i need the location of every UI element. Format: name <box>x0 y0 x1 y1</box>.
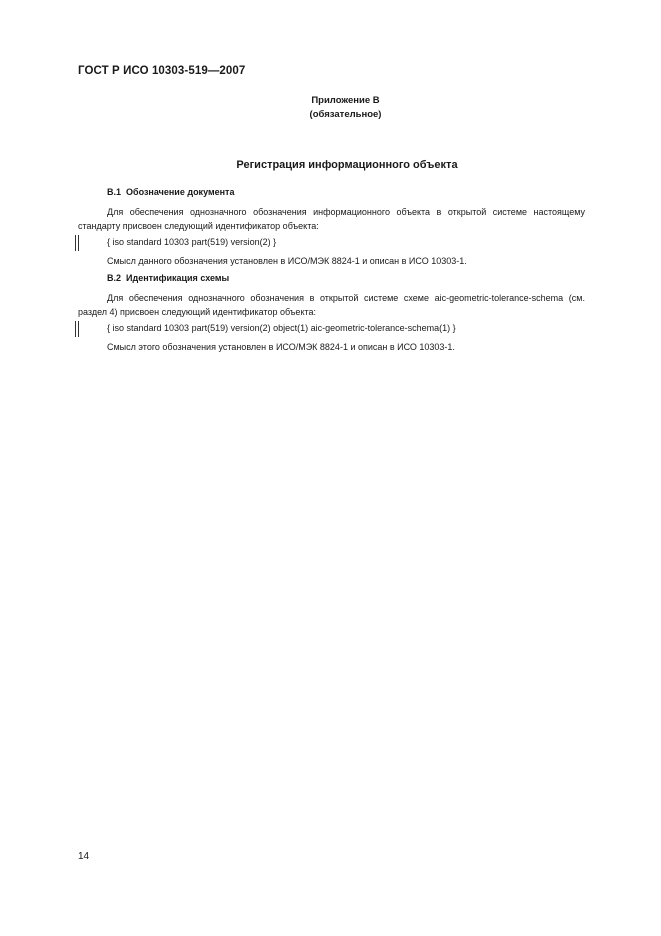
change-bar <box>75 321 76 337</box>
object-identifier-b1: { iso standard 10303 part(519) version(2) } <box>107 237 277 247</box>
subsection-number: В.2 <box>107 273 122 283</box>
note-b2: Смысл этого обозначения установлен в ИСО/МЭК 8824-1 и описан в ИСО 10303-1. <box>107 342 455 352</box>
paragraph-b2: Для обеспечения однозначного обозначения в открытой системе схеме aic-geometric-tolerance-schema (см. раздел 4) присвоен следующий идентификатор объекта: <box>78 293 585 317</box>
subsection-heading-b2 <box>107 273 229 283</box>
page-number: 14 <box>78 851 90 862</box>
appendix-title: Приложение В <box>311 95 380 106</box>
object-identifier-b2: { iso standard 10303 part(519) version(2) object(1) aic-geometric-tolerance-schema(1) } <box>107 323 456 333</box>
subsection-heading-text: Обозначение документа <box>126 187 235 197</box>
document-header: ГОСТ Р ИСО 10303-519—2007 <box>78 65 246 77</box>
subsection-heading-b1 <box>107 187 234 197</box>
change-bar <box>78 321 79 337</box>
subsection-number: В.1 <box>107 187 122 197</box>
paragraph-b1: Для обеспечения однозначного обозначения информационного объекта в открытой системе настоящему стандарту присвоен следующий идентификатор объекта: <box>78 207 585 231</box>
change-bar <box>75 235 76 251</box>
subsection-heading-text: Идентификация схемы <box>126 273 230 283</box>
appendix-status: (обязательное) <box>309 109 382 120</box>
note-b1: Смысл данного обозначения установлен в ИСО/МЭК 8824-1 и описан в ИСО 10303-1. <box>107 256 467 266</box>
change-bar <box>78 235 79 251</box>
section-title: Регистрация информационного объекта <box>236 159 458 171</box>
